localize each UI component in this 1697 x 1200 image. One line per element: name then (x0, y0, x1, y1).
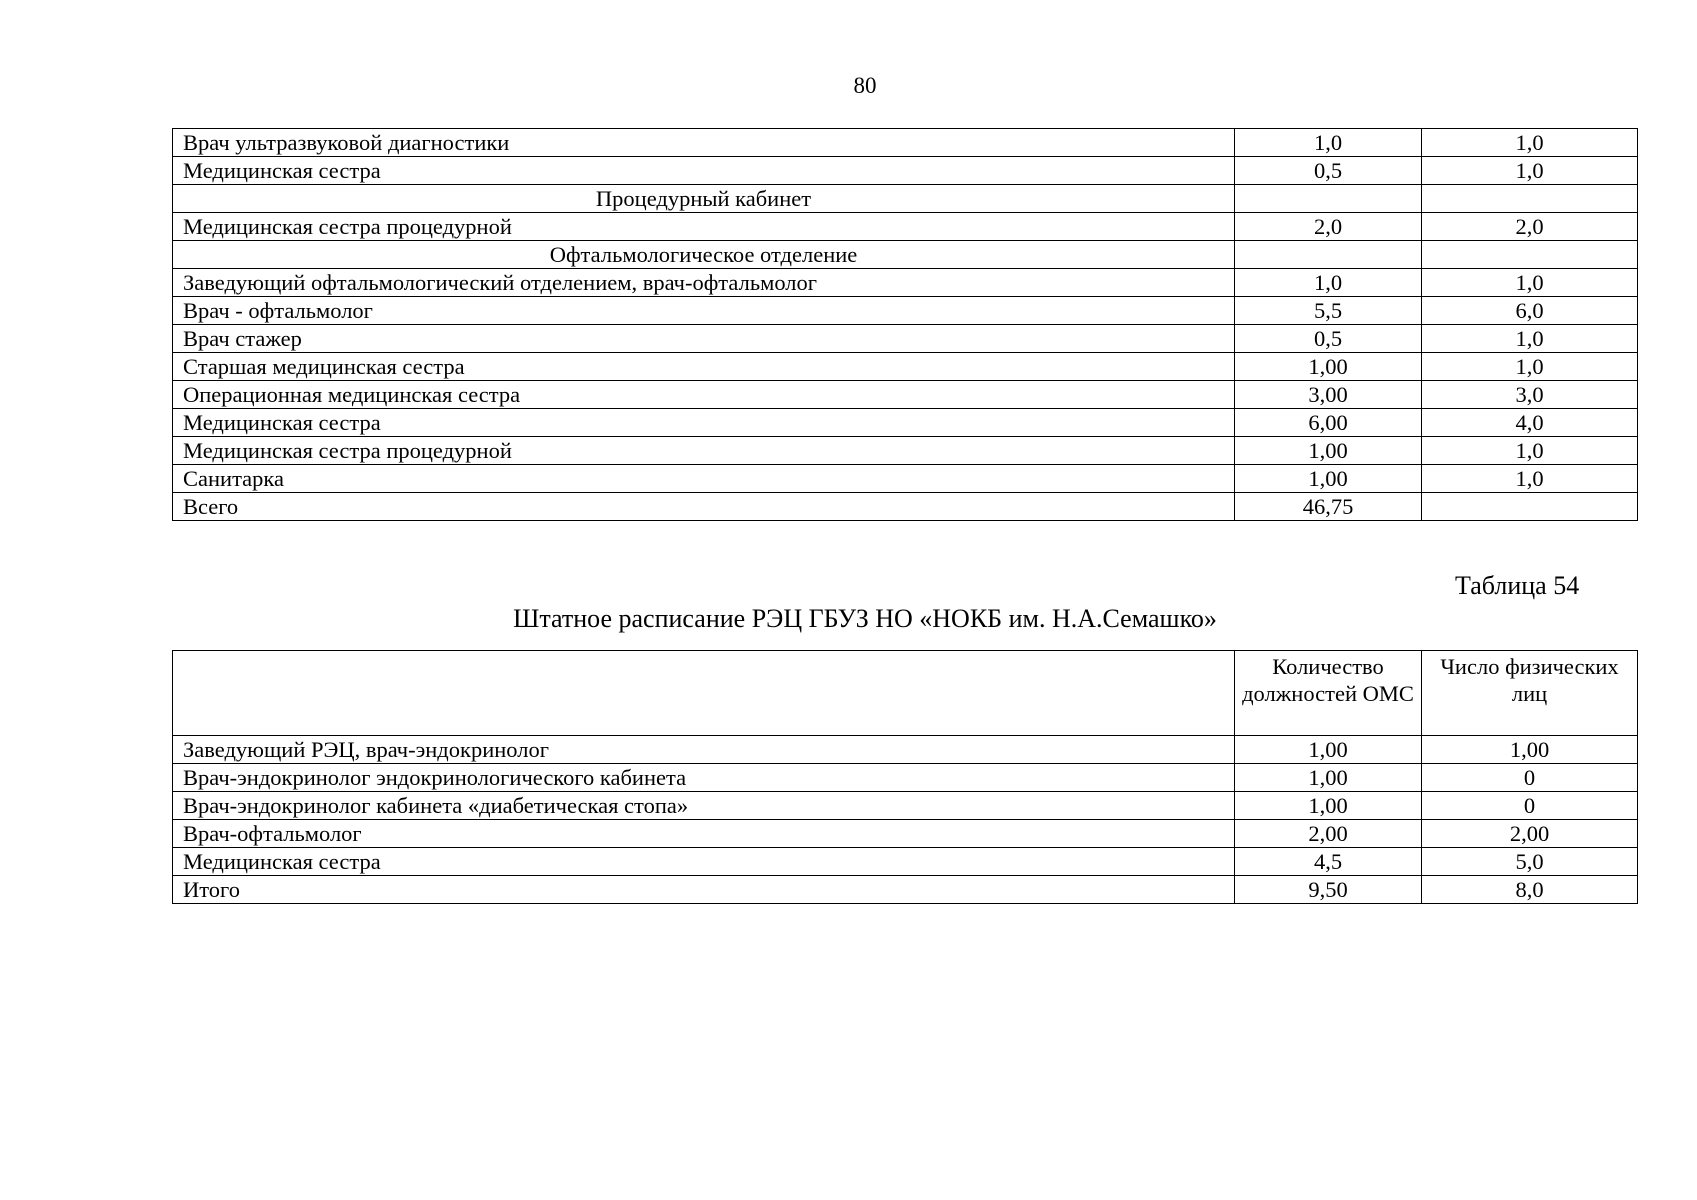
count-cell: 1,00 (1235, 353, 1422, 381)
position-cell: Заведующий офтальмологический отделением, врач-офтальмолог (173, 269, 1235, 297)
count-cell: 46,75 (1235, 493, 1422, 521)
count-cell: 0,5 (1235, 157, 1422, 185)
count-cell: 4,5 (1235, 848, 1422, 876)
position-cell: Врач ультразвуковой диагностики (173, 129, 1235, 157)
persons-cell: 1,0 (1422, 157, 1638, 185)
count-cell: 5,5 (1235, 297, 1422, 325)
position-cell: Врач стажер (173, 325, 1235, 353)
count-cell: 9,50 (1235, 876, 1422, 904)
position-cell: Медицинская сестра (173, 409, 1235, 437)
persons-cell: 1,0 (1422, 269, 1638, 297)
count-cell: 1,00 (1235, 736, 1422, 764)
position-cell: Врач-офтальмолог (173, 820, 1235, 848)
position-cell: Врач-эндокринолог кабинета «диабетическая стопа» (173, 792, 1235, 820)
header-position-cell (173, 651, 1235, 736)
persons-cell: 1,0 (1422, 353, 1638, 381)
position-cell: Медицинская сестра (173, 848, 1235, 876)
persons-cell: 5,0 (1422, 848, 1638, 876)
persons-cell: 0 (1422, 792, 1638, 820)
persons-cell: 1,00 (1422, 736, 1638, 764)
table-row (173, 465, 1638, 493)
count-cell (1235, 241, 1422, 269)
table-row (173, 157, 1638, 185)
table-row (173, 764, 1638, 792)
persons-cell: 0 (1422, 764, 1638, 792)
count-cell: 1,00 (1235, 465, 1422, 493)
persons-cell: 2,0 (1422, 213, 1638, 241)
section-row (173, 185, 1638, 213)
position-cell: Медицинская сестра процедурной (173, 437, 1235, 465)
position-cell: Врач-эндокринолог эндокринологического кабинета (173, 764, 1235, 792)
table-row (173, 437, 1638, 465)
persons-cell: 1,0 (1422, 465, 1638, 493)
total-row (173, 493, 1638, 521)
table-row (173, 297, 1638, 325)
position-cell: Заведующий РЭЦ, врач-эндокринолог (173, 736, 1235, 764)
section-heading: Процедурный кабинет (173, 185, 1235, 213)
persons-cell (1422, 185, 1638, 213)
table-row (173, 820, 1638, 848)
persons-cell: 1,0 (1422, 437, 1638, 465)
table-row (173, 213, 1638, 241)
table-row (173, 325, 1638, 353)
persons-cell: 8,0 (1422, 876, 1638, 904)
position-cell: Всего (173, 493, 1235, 521)
count-cell: 3,00 (1235, 381, 1422, 409)
persons-cell: 2,00 (1422, 820, 1638, 848)
position-cell: Медицинская сестра (173, 157, 1235, 185)
count-cell: 1,00 (1235, 764, 1422, 792)
table-row (173, 129, 1638, 157)
persons-cell: 6,0 (1422, 297, 1638, 325)
header-persons-cell: Число физических лиц (1422, 651, 1638, 736)
persons-cell: 1,0 (1422, 325, 1638, 353)
count-cell: 2,0 (1235, 213, 1422, 241)
table-title: Штатное расписание РЭЦ ГБУЗ НО «НОКБ им. Н.А.Семашко» (513, 604, 1217, 633)
table-row (173, 409, 1638, 437)
table-row (173, 353, 1638, 381)
total-row (173, 876, 1638, 904)
position-cell: Санитарка (173, 465, 1235, 493)
count-cell: 1,00 (1235, 437, 1422, 465)
header-row (173, 651, 1638, 736)
persons-cell (1422, 493, 1638, 521)
persons-cell: 4,0 (1422, 409, 1638, 437)
table-row (173, 381, 1638, 409)
count-cell: 1,0 (1235, 129, 1422, 157)
persons-cell (1422, 241, 1638, 269)
count-cell: 2,00 (1235, 820, 1422, 848)
section-row (173, 241, 1638, 269)
count-cell: 0,5 (1235, 325, 1422, 353)
count-cell: 1,0 (1235, 269, 1422, 297)
count-cell: 6,00 (1235, 409, 1422, 437)
position-cell: Операционная медицинская сестра (173, 381, 1235, 409)
table-row (173, 848, 1638, 876)
section-heading: Офтальмологическое отделение (173, 241, 1235, 269)
count-cell (1235, 185, 1422, 213)
staff-table-continued (172, 128, 1638, 521)
table-label: Таблица 54 (1455, 571, 1580, 600)
position-cell: Медицинская сестра процедурной (173, 213, 1235, 241)
position-cell: Старшая медицинская сестра (173, 353, 1235, 381)
count-cell: 1,00 (1235, 792, 1422, 820)
header-count-cell: Количество должностей ОМС (1235, 651, 1422, 736)
table-row (173, 269, 1638, 297)
position-cell: Итого (173, 876, 1235, 904)
table-row (173, 792, 1638, 820)
persons-cell: 3,0 (1422, 381, 1638, 409)
table-row (173, 736, 1638, 764)
page-number: 80 (853, 73, 877, 98)
persons-cell: 1,0 (1422, 129, 1638, 157)
staff-table-54 (172, 650, 1638, 904)
position-cell: Врач - офтальмолог (173, 297, 1235, 325)
